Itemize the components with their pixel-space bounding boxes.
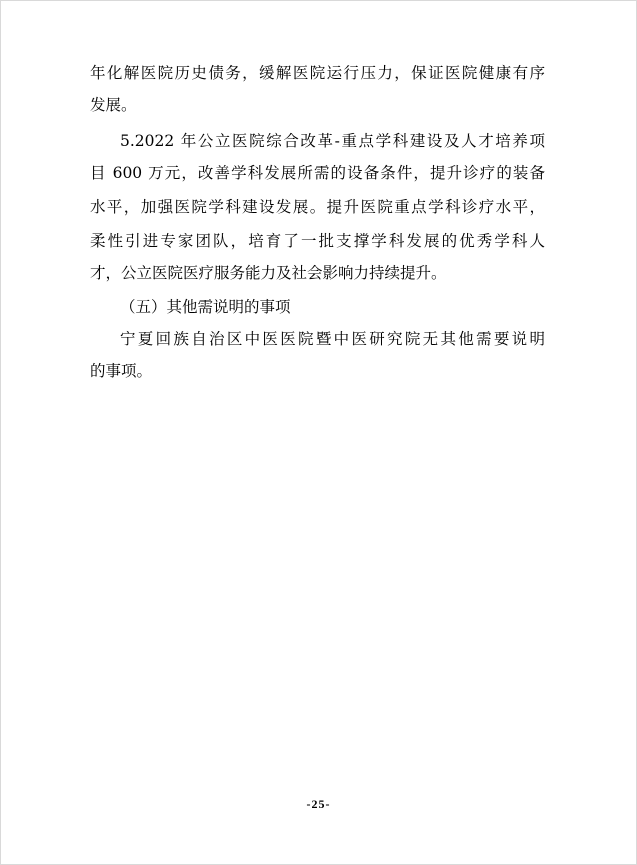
body-text-line: 年化解医院历史债务，缓解医院运行压力，保证医院健康有序 (90, 64, 545, 82)
page-number: -25- (306, 797, 331, 811)
section-heading: （五）其他需说明的事项 (120, 298, 291, 316)
body-text-line: 宁夏回族自治区中医医院暨中医研究院无其他需要说明 (120, 330, 545, 348)
body-text-line: 才，公立医院医疗服务能力及社会影响力持续提升。 (90, 264, 447, 282)
body-text-line: 5.2022 年公立医院综合改革-重点学科建设及人才培养项 (120, 132, 545, 150)
body-text-line: 的事项。 (90, 362, 153, 380)
body-text-line: 柔性引进专家团队，培育了一批支撑学科发展的优秀学科人 (90, 232, 545, 250)
body-text-line: 水平，加强医院学科建设发展。提升医院重点学科诊疗水平， (90, 198, 545, 216)
body-text-line: 发展。 (90, 96, 137, 114)
body-text-line: 目 600 万元，改善学科发展所需的设备条件，提升诊疗的装备 (90, 164, 545, 182)
